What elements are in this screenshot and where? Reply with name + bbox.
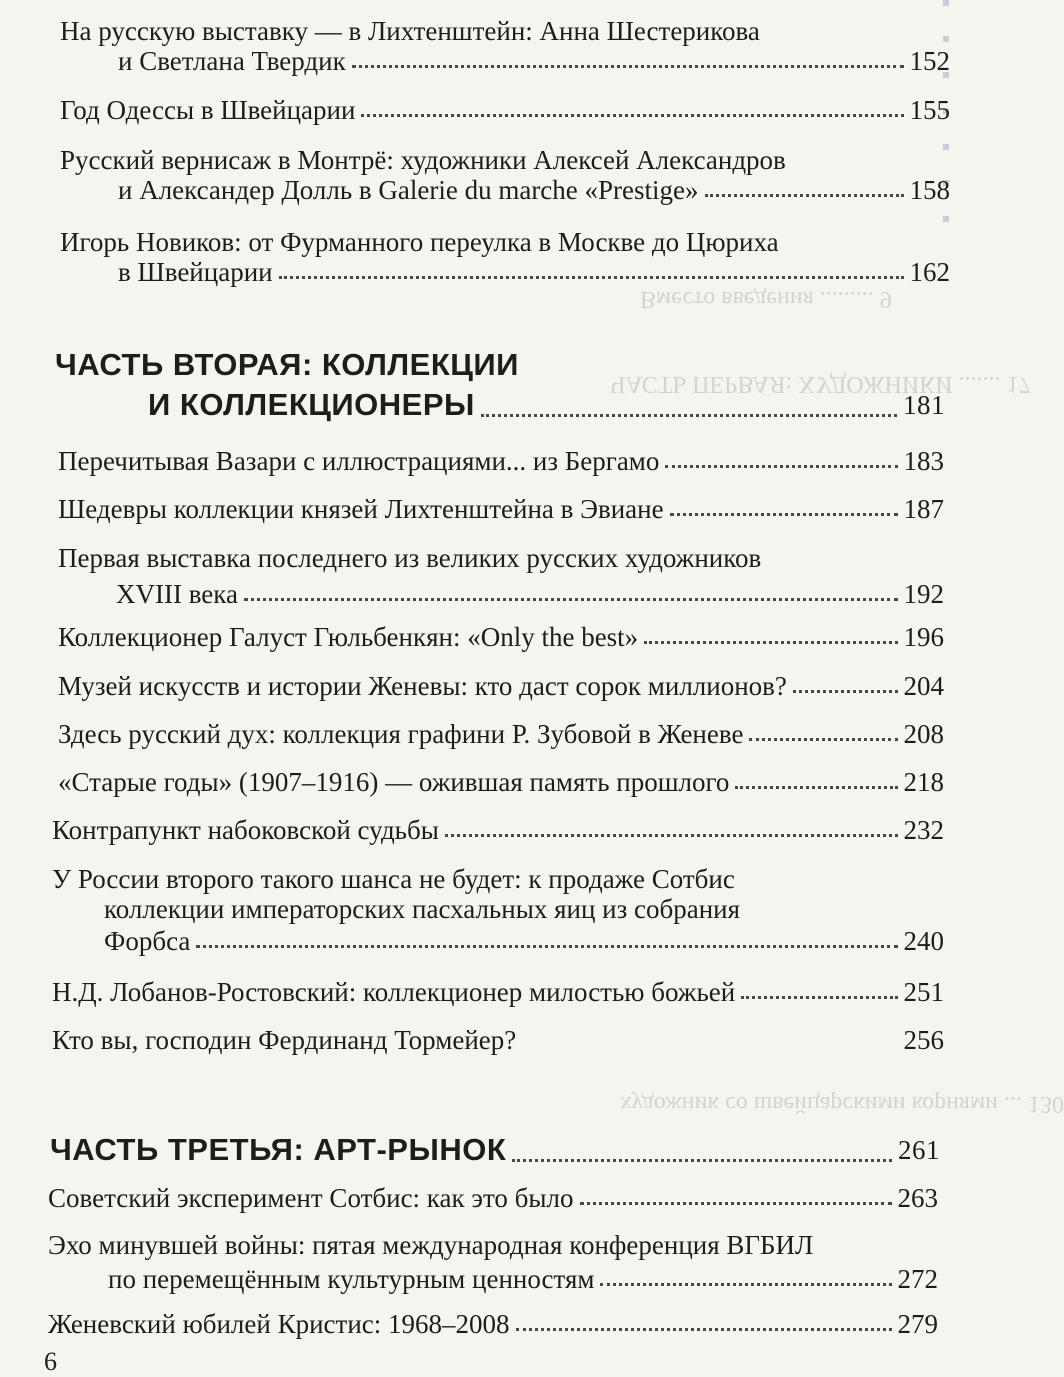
entry-title: «Старые годы» (1907–1916) — ожившая память прошлого xyxy=(58,767,730,797)
page-ref: 232 xyxy=(903,815,944,845)
leader-dots xyxy=(244,598,898,601)
toc-entry xyxy=(48,1309,938,1339)
leader-dots xyxy=(600,1283,891,1286)
leader-dots xyxy=(644,641,897,644)
page-ref: 208 xyxy=(903,719,944,749)
part-title: И КОЛЛЕКЦИОНЕРЫ xyxy=(148,387,475,422)
page-ref: 279 xyxy=(897,1309,938,1339)
leader-dots xyxy=(512,1159,892,1162)
entry-title: по перемещённым культурным ценностям xyxy=(108,1264,595,1294)
entry-line: Русский вернисаж в Монтрё: художники Алексей Александров xyxy=(60,145,786,175)
entry-line: На русскую выставку — в Лихтенштейн: Анна Шестерикова xyxy=(60,16,760,46)
toc-entry xyxy=(58,446,944,476)
page-ref: 162 xyxy=(909,257,950,287)
toc-entry xyxy=(58,767,944,797)
toc-entry xyxy=(52,864,944,956)
leader-dots xyxy=(735,786,897,789)
toc-entry xyxy=(58,543,944,609)
leader-dots xyxy=(705,194,904,197)
toc-entry xyxy=(60,16,950,76)
page-ref: 218 xyxy=(903,767,944,797)
page-ref: 204 xyxy=(903,671,944,701)
entry-title: Женевский юбилей Кристис: 1968–2008 xyxy=(48,1309,510,1339)
entry-title: XVIII века xyxy=(116,579,238,609)
leader-dots xyxy=(665,465,897,468)
entry-title: в Швейцарии xyxy=(118,257,273,287)
toc-entry xyxy=(52,1025,944,1055)
entry-line: У России второго такого шанса не будет: к продаже Сотбис xyxy=(52,864,735,894)
bleed-through-text: Вместо введения ......... 9 xyxy=(640,286,892,312)
leader-dots xyxy=(741,996,897,999)
entry-line: Первая выставка последнего из великих русских художников xyxy=(58,543,762,573)
page-ref: 187 xyxy=(903,494,944,524)
part-title-line: ЧАСТЬ ВТОРАЯ: КОЛЛЕКЦИИ xyxy=(55,347,519,382)
entry-title: Форбса xyxy=(104,926,191,956)
entry-title: Здесь русский дух: коллекция графини Р. Зубовой в Женеве xyxy=(58,719,744,749)
page-ref: 196 xyxy=(903,622,944,652)
toc-entry xyxy=(58,671,944,701)
entry-title: Советский эксперимент Сотбис: как это было xyxy=(48,1183,574,1213)
page-ref: 240 xyxy=(903,926,944,956)
entry-title: Год Одессы в Швейцарии xyxy=(60,95,356,125)
leader-dots xyxy=(196,945,897,948)
entry-title: и Александер Долль в Galerie du marche «Prestige» xyxy=(118,175,699,205)
entry-title: Музей искусств и истории Женевы: кто даст сорок миллионов? xyxy=(58,671,787,701)
page-ref: 251 xyxy=(903,977,944,1007)
page-ref: 192 xyxy=(903,579,944,609)
entry-line: Эхо минувшей войны: пятая международная конференция ВГБИЛ xyxy=(48,1230,814,1260)
toc-entry xyxy=(52,815,944,845)
toc-entry xyxy=(52,977,944,1007)
bleed-through-text: художник со швейцарскими корнями ... 130 xyxy=(620,1091,1064,1117)
page-ref: 181 xyxy=(903,390,945,420)
leader-dots xyxy=(481,414,897,417)
leader-dots xyxy=(580,1202,892,1205)
page-number: 6 xyxy=(44,1347,57,1376)
toc-entry xyxy=(48,1183,938,1213)
part-heading xyxy=(55,345,945,425)
leader-dots xyxy=(516,1328,892,1331)
page-ref: 256 xyxy=(903,1025,944,1055)
page-ref: 155 xyxy=(909,95,950,125)
leader-dots xyxy=(279,276,904,279)
entry-title: и Светлана Твердик xyxy=(118,46,346,76)
entry-title: Кто вы, господин Фердинанд Тормейер? xyxy=(52,1025,517,1055)
entry-line: коллекции императорских пасхальных яиц из собрания xyxy=(104,894,741,924)
page-ref: 158 xyxy=(909,175,950,205)
page-ref: 272 xyxy=(897,1264,938,1294)
entry-title: Контрапункт набоковской судьбы xyxy=(52,815,439,845)
entry-title: Перечитывая Вазари с иллюстрациями... из Бергамо xyxy=(58,446,660,476)
entry-title: Шедевры коллекции князей Лихтенштейна в Эвиане xyxy=(58,494,664,524)
leader-dots xyxy=(793,690,898,693)
leader-dots xyxy=(522,1044,897,1047)
leader-dots xyxy=(361,114,903,117)
part-heading xyxy=(50,1130,940,1170)
leader-dots xyxy=(445,834,898,837)
bleed-through-text: ЧАСТЬ ПЕРВАЯ: ХУДОЖНИКИ ....... 17 xyxy=(610,371,1031,397)
part-title: ЧАСТЬ ТРЕТЬЯ: АРТ-РЫНОК xyxy=(50,1132,507,1167)
leader-dots xyxy=(352,65,904,68)
leader-dots xyxy=(749,738,897,741)
page-ref: 261 xyxy=(898,1135,940,1165)
entry-title: Н.Д. Лобанов-Ростовский: коллекционер милостью божьей xyxy=(52,977,736,1007)
page-ref: 263 xyxy=(897,1183,938,1213)
leader-dots xyxy=(670,513,898,516)
toc-entry xyxy=(60,227,950,287)
page-ref: 152 xyxy=(909,46,950,76)
toc-entry xyxy=(60,95,950,125)
page-ref: 183 xyxy=(903,446,944,476)
entry-title: Коллекционер Галуст Гюльбенкян: «Only the best» xyxy=(58,622,639,652)
toc-entry xyxy=(48,1230,938,1294)
entry-line: Игорь Новиков: от Фурманного переулка в Москве до Цюриха xyxy=(60,227,779,257)
toc-entry xyxy=(58,494,944,524)
toc-entry xyxy=(58,622,944,652)
toc-entry xyxy=(58,719,944,749)
toc-entry xyxy=(60,145,950,205)
